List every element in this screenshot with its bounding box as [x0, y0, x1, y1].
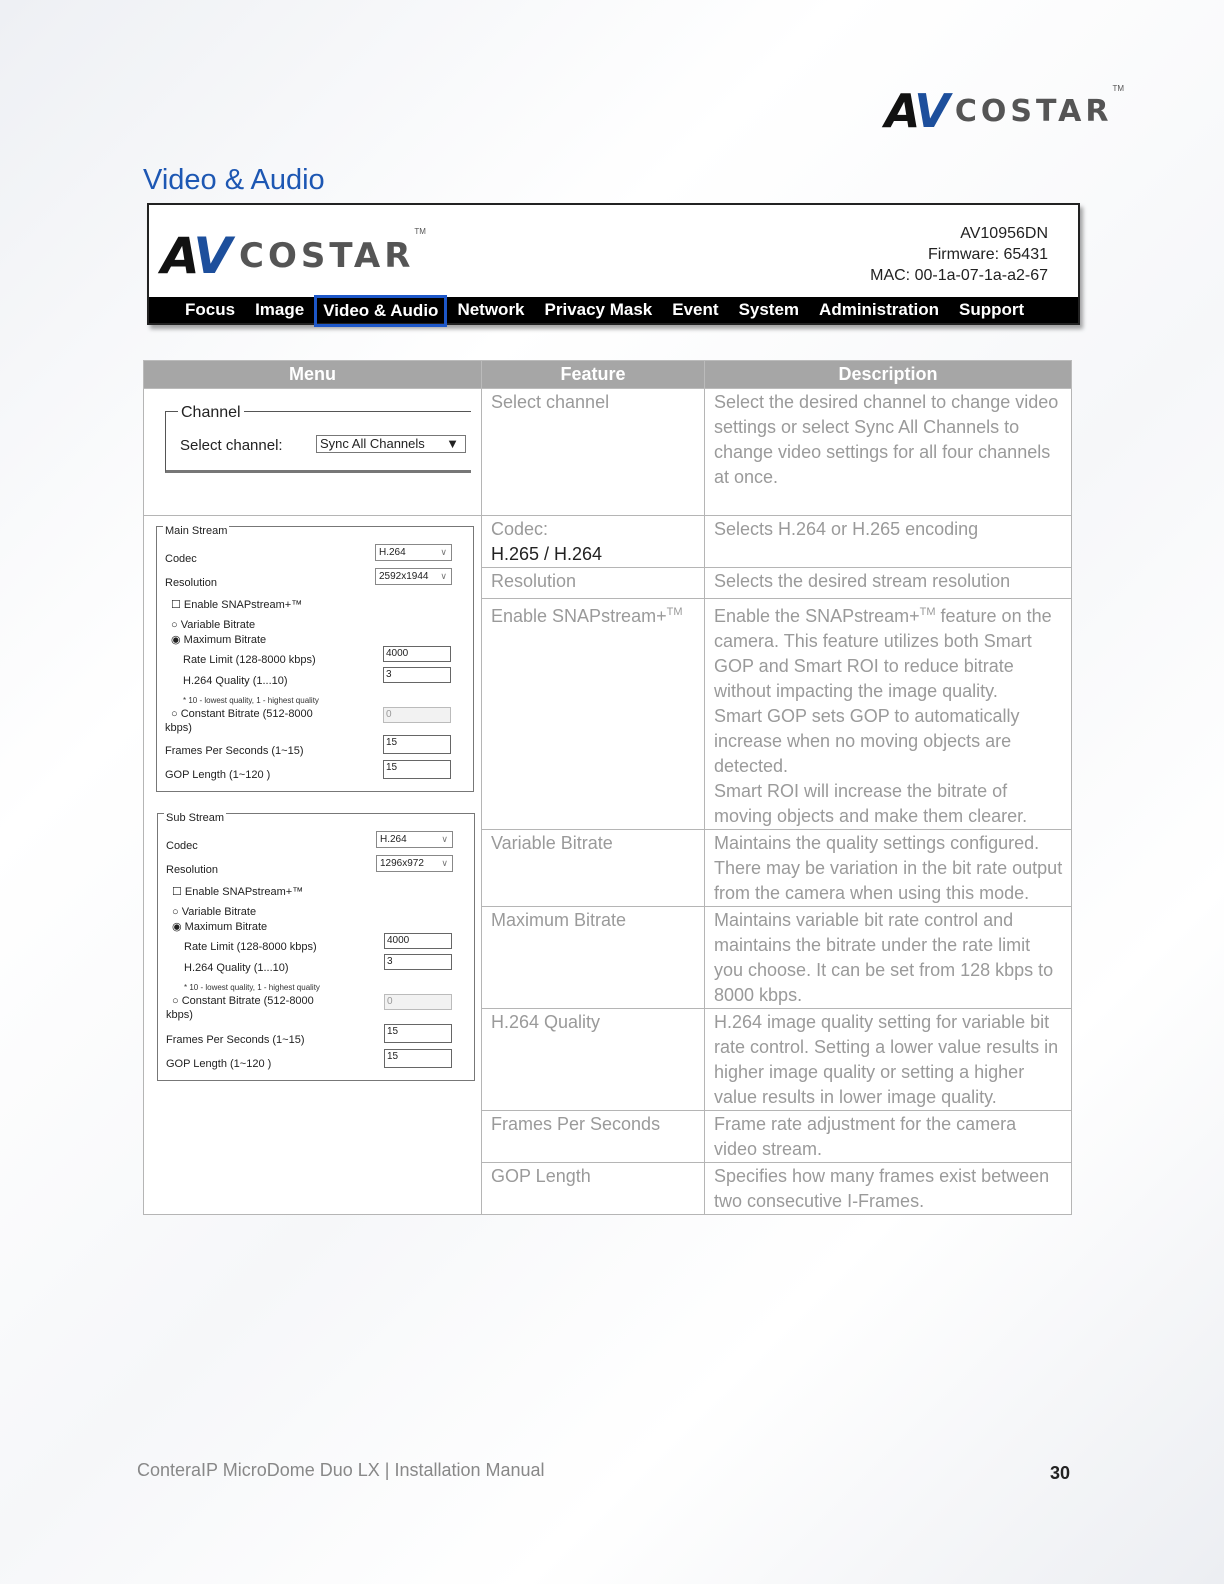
sub-codec-select[interactable] [376, 831, 453, 848]
desc-gop-length: Specifies how many frames exist between two consecutive I-Frames. [705, 1163, 1072, 1215]
sub-quality-label: H.264 Quality (1...10) [184, 962, 289, 974]
desc-snapstream-a: Enable the SNAPstream+ [714, 606, 920, 626]
main-resolution-select[interactable] [375, 568, 452, 585]
sub-mbr-label: Maximum Bitrate [184, 921, 268, 933]
nav-focus[interactable]: Focus [185, 300, 236, 319]
channel-legend: Channel [178, 400, 244, 425]
main-fps-input[interactable]: 15 [383, 735, 451, 754]
desc-maximum-bitrate: Maintains variable bit rate control and maintains the bitrate under the rate limit you choose. It can be set from 128 kbps to 8000 kbps. [705, 907, 1072, 1009]
sub-gop-label: GOP Length (1~120 ) [166, 1058, 272, 1070]
desc-resolution: Selects the desired stream resolution [705, 568, 1072, 599]
camera-logo-tm: TM [414, 227, 426, 236]
camera-firmware: Firmware: 65431 [927, 246, 1048, 263]
sub-stream-panel [157, 813, 475, 1081]
chevron-down-icon: ∨ [441, 834, 448, 844]
feature-snapstream-label: Enable SNAPstream+ [491, 606, 667, 626]
sub-snap-checkbox[interactable]: ☐ Enable SNAPstream+™ [172, 886, 304, 898]
sub-quality-input[interactable]: 3 [384, 954, 452, 970]
feature-codec-values: H.265 / H.264 [491, 544, 603, 564]
main-mbr-radio[interactable]: ◉ Maximum Bitrate [171, 634, 267, 646]
main-codec-label: Codec [165, 553, 197, 565]
desc-snapstream [705, 599, 1072, 830]
header-feature: Feature [482, 361, 705, 389]
logo-tm: TM [1112, 84, 1124, 93]
nav-video-audio[interactable]: Video & Audio [314, 295, 447, 327]
sub-vbr-label: Variable Bitrate [181, 906, 257, 918]
main-quality-label: H.264 Quality (1...10) [183, 675, 288, 687]
desc-snapstream-d: Smart ROI will increase the bitrate of moving objects and make them clearer. [714, 781, 1028, 826]
feature-resolution: Resolution [482, 568, 705, 599]
footer-text: ConteraIP MicroDome Duo LX | Installation Manual [137, 1460, 545, 1480]
sub-resolution-select[interactable] [376, 855, 453, 872]
main-cbr-label: Constant Bitrate (512-8000 [180, 708, 313, 720]
main-cbr-radio[interactable]: ○ Constant Bitrate (512-8000 [171, 708, 313, 720]
sub-fps-label: Frames Per Seconds (1~15) [166, 1034, 305, 1046]
table-row [144, 389, 1072, 516]
camera-mac: MAC: 00-1a-07-1a-a2-67 [870, 267, 1048, 284]
header-description: Description [705, 361, 1072, 389]
logo-word: COSTAR [954, 93, 1113, 129]
feature-codec [482, 516, 705, 568]
desc-select-channel: Select the desired channel to change video settings or select Sync All Channels to change video settings for all four channels at once. [705, 389, 1072, 516]
sub-rate-label: Rate Limit (128-8000 kbps) [184, 941, 317, 953]
sub-cbr-radio[interactable]: ○ Constant Bitrate (512-8000 [172, 995, 314, 1007]
camera-info [870, 223, 1048, 286]
main-codec-value: H.264 [379, 547, 406, 558]
main-snap-checkbox[interactable]: ☐ Enable SNAPstream+™ [171, 599, 303, 611]
desc-snapstream-sup: TM [919, 606, 936, 618]
desc-h264-quality: H.264 image quality setting for variable bit rate control. Setting a lower value results in higher image quality or setting a higher value results in lower image quality. [705, 1009, 1072, 1111]
main-cbr-label2: kbps) [165, 722, 192, 734]
feature-snapstream-sup: TM [666, 606, 683, 618]
feature-snapstream [482, 599, 705, 830]
page-title: Video & Audio [143, 164, 325, 196]
camera-logo [161, 227, 426, 285]
stream-menu-cell [144, 516, 482, 1215]
sub-stream-legend: Sub Stream [164, 806, 226, 831]
sub-quality-note: * 10 - lowest quality, 1 - highest quality [184, 983, 320, 992]
desc-snapstream-c: Smart GOP sets GOP to automatically increase when no moving objects are detected. [714, 706, 1020, 776]
select-channel-value: Sync All Channels [320, 436, 425, 451]
nav-network[interactable]: Network [457, 300, 525, 319]
camera-nav-bar [149, 297, 1078, 323]
camera-logo-av: AV [161, 227, 230, 285]
brand-logo [885, 84, 1124, 138]
main-rate-input[interactable]: 4000 [383, 646, 451, 662]
chevron-down-icon: ∨ [441, 858, 448, 868]
sub-resolution-label: Resolution [166, 864, 218, 876]
channel-panel [165, 404, 471, 473]
main-stream-legend: Main Stream [163, 519, 229, 544]
main-rate-label: Rate Limit (128-8000 kbps) [183, 654, 316, 666]
nav-support[interactable]: Support [959, 300, 1025, 319]
chevron-down-icon: ∨ [440, 571, 447, 581]
feature-select-channel: Select channel [482, 389, 705, 516]
feature-frames-per-seconds: Frames Per Seconds [482, 1111, 705, 1163]
main-fps-label: Frames Per Seconds (1~15) [165, 745, 304, 757]
main-gop-label: GOP Length (1~120 ) [165, 769, 271, 781]
main-resolution-label: Resolution [165, 577, 217, 589]
nav-event[interactable]: Event [672, 300, 719, 319]
feature-h264-quality: H.264 Quality [482, 1009, 705, 1111]
page-number: 30 [1049, 1463, 1070, 1483]
nav-administration[interactable]: Administration [819, 300, 939, 319]
sub-codec-label: Codec [166, 840, 198, 852]
desc-variable-bitrate: Maintains the quality settings configured. There may be variation in the bit rate output from the camera when using this mode. [705, 830, 1072, 907]
sub-gop-input[interactable]: 15 [384, 1049, 452, 1068]
select-channel-dropdown[interactable] [316, 435, 466, 453]
feature-codec-label: Codec: [491, 519, 549, 539]
sub-cbr-label: Constant Bitrate (512-8000 [181, 995, 314, 1007]
nav-image[interactable]: Image [255, 300, 305, 319]
main-vbr-radio[interactable]: ○ Variable Bitrate [171, 619, 256, 631]
feature-maximum-bitrate: Maximum Bitrate [482, 907, 705, 1009]
sub-vbr-radio[interactable]: ○ Variable Bitrate [172, 906, 257, 918]
channel-menu-cell [144, 389, 482, 516]
sub-resolution-value: 1296x972 [380, 858, 424, 869]
sub-mbr-radio[interactable]: ◉ Maximum Bitrate [172, 921, 268, 933]
sub-cbr-label2: kbps) [166, 1009, 193, 1021]
main-mbr-label: Maximum Bitrate [183, 634, 267, 646]
select-channel-label: Select channel: [180, 437, 283, 454]
main-snap-label: Enable SNAPstream+™ [183, 599, 303, 611]
sub-rate-input[interactable]: 4000 [384, 933, 452, 949]
camera-web-header [147, 203, 1080, 325]
camera-model: AV10956DN [960, 225, 1048, 242]
feature-variable-bitrate: Variable Bitrate [482, 830, 705, 907]
camera-logo-word: COSTAR [239, 236, 415, 276]
desc-codec: Selects H.264 or H.265 encoding [705, 516, 1072, 568]
main-quality-input[interactable]: 3 [383, 667, 451, 683]
chevron-down-icon: ∨ [440, 547, 447, 557]
nav-system[interactable]: System [738, 300, 800, 319]
main-vbr-label: Variable Bitrate [180, 619, 256, 631]
desc-snapstream-b: feature on the camera. This feature utilizes both Smart GOP and Smart ROI to reduce bitrate without impacting the image quality. [714, 606, 1052, 701]
logo-av: AV [884, 84, 947, 138]
main-gop-input[interactable]: 15 [383, 760, 451, 779]
sub-fps-input[interactable]: 15 [384, 1024, 452, 1043]
main-quality-note: * 10 - lowest quality, 1 - highest quality [183, 696, 319, 705]
header-menu: Menu [144, 361, 482, 389]
main-resolution-value: 2592x1944 [379, 571, 429, 582]
feature-table [143, 360, 1072, 1215]
chevron-down-icon: ▼ [446, 436, 459, 451]
main-stream-panel [156, 526, 474, 792]
table-row [144, 516, 1072, 568]
table-header-row [144, 361, 1072, 389]
sub-snap-label: Enable SNAPstream+™ [184, 886, 304, 898]
feature-gop-length: GOP Length [482, 1163, 705, 1215]
sub-codec-value: H.264 [380, 834, 407, 845]
main-codec-select[interactable] [375, 544, 452, 561]
desc-frames-per-seconds: Frame rate adjustment for the camera video stream. [705, 1111, 1072, 1163]
sub-cbr-input[interactable]: 0 [384, 994, 452, 1010]
nav-privacy-mask[interactable]: Privacy Mask [544, 300, 653, 319]
main-cbr-input[interactable]: 0 [383, 707, 451, 723]
